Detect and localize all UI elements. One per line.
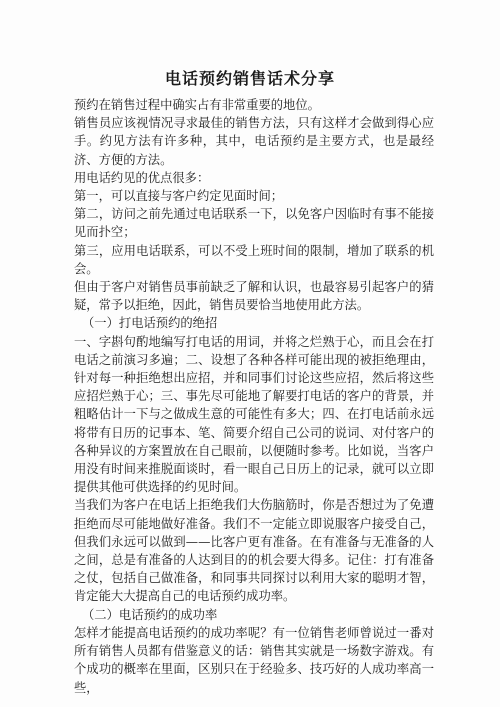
paragraph-advantages: 用电话约见的优点很多： (74, 170, 210, 185)
paragraph-tips: 一、字斟句酌地编写打电话的用词，并将之烂熟于心，而且会在打电话之前演习多遍；二、设想了各种各样可能出现的被拒绝理由，针对每一种拒绝想出应招，并和同事们讨论这些应招，然后将这些应招烂熟于心；三、事先尽可能地了解要打电话的客户的背景，并粗略估计一下与之做成生意的可能性有多大；四、在打电话前永远将带有日历的记事本、笔、简要介绍自己公司的说词、对付客户的各种异议的方案置放在自己眼前，以便随时参考。比如说，当客户用没有时间来推脱面谈时，看一眼自己日历上的记录，就可以立即提供其他可供选择的约见时间。 (74, 334, 434, 495)
document-body (74, 96, 434, 697)
section-heading-2: （二）电话预约的成功率 (82, 607, 218, 622)
paragraph-point-2: 第二，访问之前先通过电话联系一下，以免客户因临时有事不能接见而扑空； (74, 207, 434, 240)
paragraph-preparation: 当我们为客户在电话上拒绝我们大伤脑筋时，你是否想过为了免遭拒绝而尽可能地做好准备。我们不一定能立即说服客户接受自己，但我们永远可以做到——比客户更有准备。在有准备与无准备的人之间，总是有准备的人达到目的的机会要大得多。记住：打有准备之仗，包括自己做准备，和同事共同探讨以利用大家的聪明才智，肯定能大大提高自己的电话预约成功率。 (74, 498, 434, 604)
paragraph-success-rate: 怎样才能提高电话预约的成功率呢？有一位销售老师曾说过一番对所有销售人员都有借鉴意义的话：销售其实就是一场数字游戏。有个成功的概率在里面，区别只在于经验多、技巧好的人成功率高一些， (74, 625, 434, 695)
paragraph-point-1: 第一，可以直接与客户约定见面时间； (74, 189, 284, 204)
paragraph-intro: 预约在销售过程中确实占有非常重要的地位。 (74, 98, 320, 112)
paragraph-methods: 销售员应该视情况寻求最佳的销售方法，只有这样才会做到得心应手。约见方法有许多种，其中，电话预约是主要方式，也是最经济、方便的方法。 (74, 116, 434, 167)
paragraph-caution: 但由于客户对销售员事前缺乏了解和认识，也最容易引起客户的猜疑，常予以拒绝，因此，销售员要恰当地使用此方法。 (74, 280, 434, 313)
document-title: 电话预约销售话术分享 (164, 69, 335, 88)
section-heading-1: （一）打电话预约的绝招 (82, 316, 218, 331)
paragraph-point-3: 第三，应用电话联系，可以不受上班时间的限制，增加了联系的机会。 (74, 243, 434, 276)
